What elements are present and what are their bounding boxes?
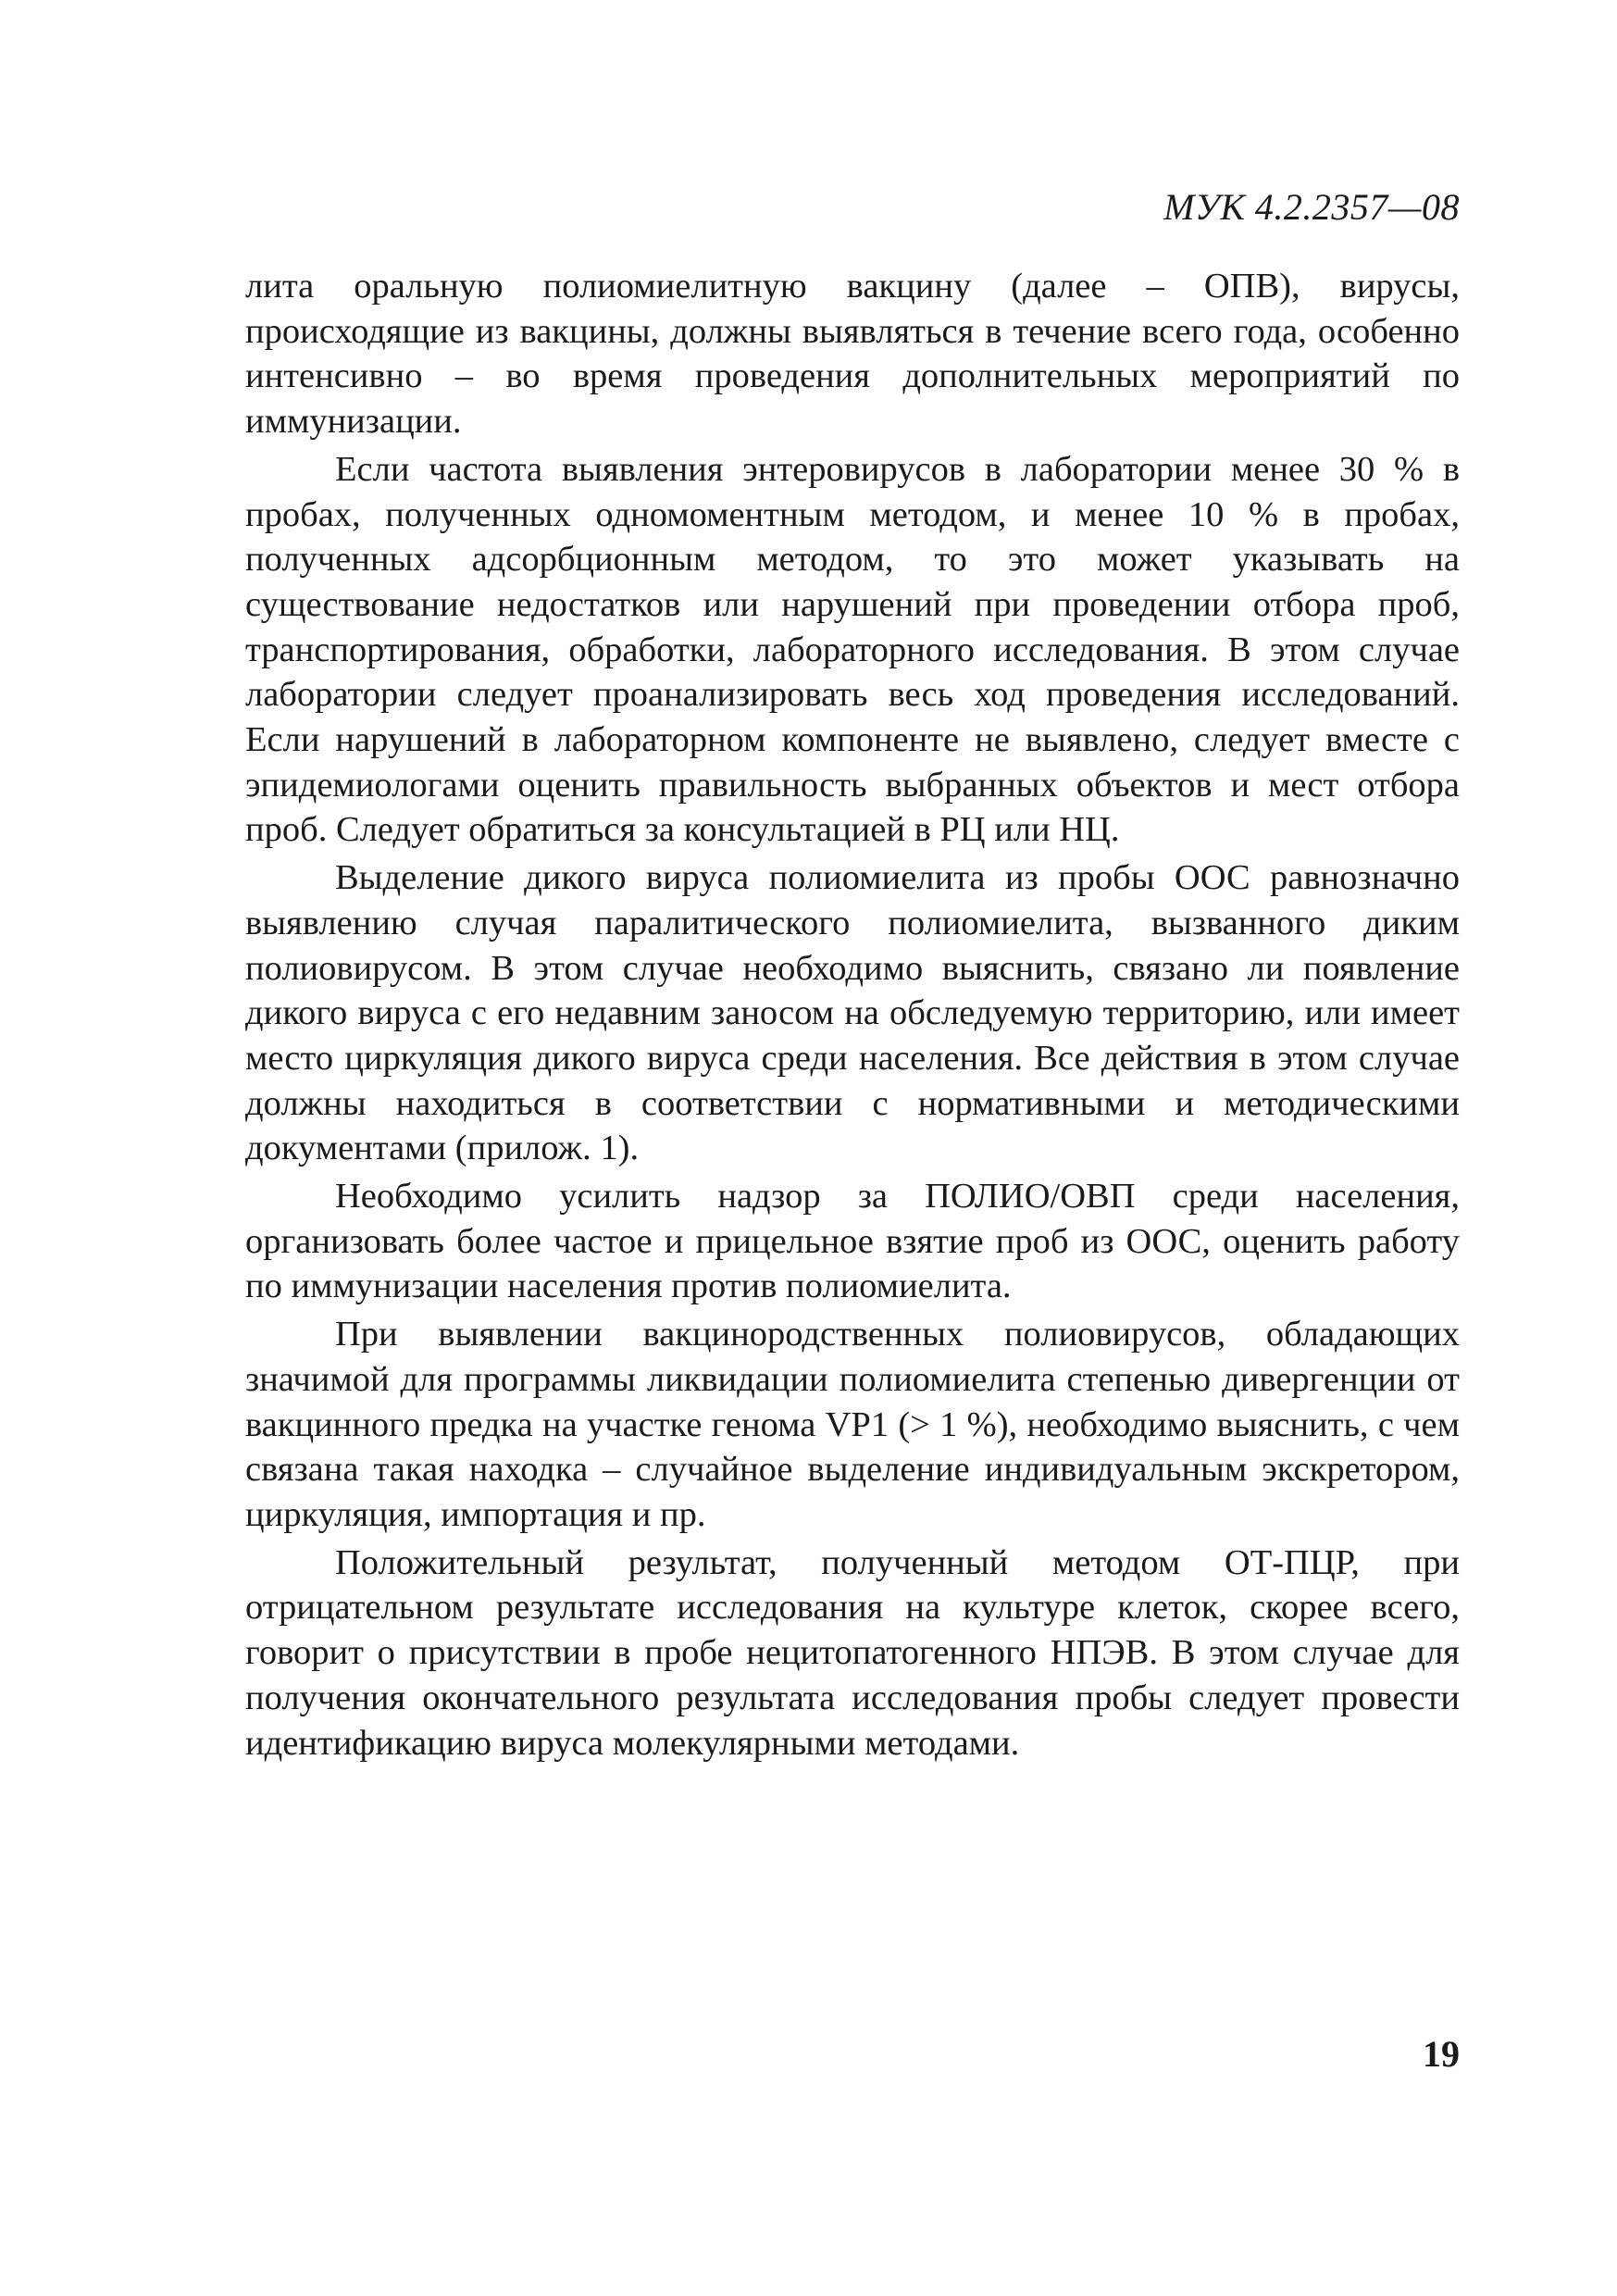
paragraph-detection-frequency: Если частота выявления энтеровирусов в лаборатории менее 30 % в пробах, полученных одномоментным методом, и менее 10 % в пробах, полученных адсорбционным методом, то это может указывать на существование недостатков или нарушений при проведении отбора проб, транспортирования, обработки, лабораторного исследования. В этом случае лаборатории следует проанализировать весь ход проведения исследований. Если нарушений в лабораторном компоненте не выявлено, следует вместе с эпидемиологами оценить правильность выбранных объектов и мест отбора проб. Следует обратиться за консультацией в РЦ или НЦ. (245, 449, 1460, 850)
paragraph-vaccine-derived: При выявлении вакцинородственных полиовирусов, обладающих значимой для программы ликвидации полиомиелита степенью дивергенции от вакцинного предка на участке генома VP1 (> 1 %), необходимо выяснить, с чем связана такая находка – случайное выделение индивидуальным экскретором, циркуляция, импортация и пр. (245, 1315, 1460, 1534)
body-text (245, 264, 1460, 1766)
page-number: 19 (1423, 2033, 1460, 2075)
paragraph-pcr-result: Положительный результат, полученный методом ОТ-ПЦР, при отрицательном результате исследования на культуре клеток, скорее всего, говорит о присутствии в пробе нецитопатогенного НПЭВ. В этом случае для получения окончательного результата исследования пробы следует провести идентификацию вируса молекулярными методами. (245, 1542, 1460, 1763)
paragraph-surveillance: Необходимо усилить надзор за ПОЛИО/ОВП среди населения, организовать более частое и прицельное взятие проб из ООС, оценить работу по иммунизации населения против полиомиелита. (245, 1177, 1460, 1306)
running-header-doc-code: МУК 4.2.2357—08 (1163, 186, 1460, 228)
paragraph-wild-virus: Выделение дикого вируса полиомиелита из пробы ООС равнозначно выявлению случая паралитического полиомиелита, вызванного диким полиовирусом. В этом случае необходимо выяснить, связано ли появление дикого вируса с его недавним заносом на обследуемую территорию, или имеет место циркуляция дикого вируса среди населения. Все действия в этом случае должны находиться в соответствии с нормативными и методическими документами (прилож. 1). (245, 858, 1460, 1168)
paragraph-continuation: лита оральную полиомиелитную вакцину (далее – ОПВ), вирусы, происходящие из вакцины, должны выявляться в течение всего года, особенно интенсивно – во время проведения дополнительных мероприятий по иммунизации. (245, 267, 1460, 442)
